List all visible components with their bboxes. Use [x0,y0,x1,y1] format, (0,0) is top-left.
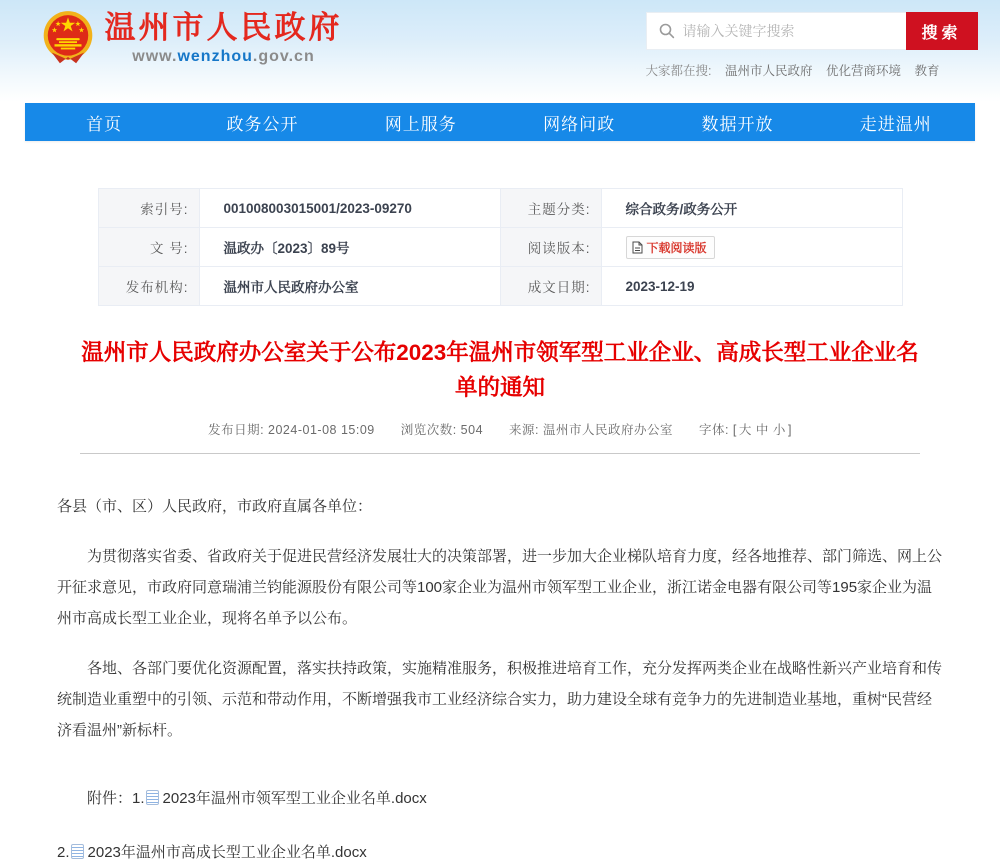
page-title: 温州市人民政府办公室关于公布2023年温州市领军型工业企业、高成长型工业企业名单的通知 [81,340,919,400]
doc-info-table [98,188,903,306]
topic-category-value: 综合政务/政务公开 [601,189,902,228]
attachment-2-link[interactable]: 2023年温州市高成长型工业企业名单.docx [87,844,367,861]
body-paragraph-2: 各地、各部门要优化资源配置，落实扶持政策，实施精准服务，积极推进培育工作，充分发挥两类企业在战略性新兴产业培育和传统制造业重塑中的引领、示范和带动作用，不断增强我市工业经济综合实力，助力建设全球有竞争力的先进制造业基地，重树“民营经济看温州”新标杆。 [57,660,943,739]
body-paragraph-1: 为贯彻落实省委、省政府关于促进民营经济发展壮大的决策部署，进一步加大企业梯队培育力度，经各地推荐、部门筛选、网上公开征求意见，市政府同意瑞浦兰钧能源股份有限公司等100家企业为温州市领军型工业企业，浙江诺金电器有限公司等195家企业为温州市高成长型工业企业，现将名单予以公布。 [57,548,943,627]
hot-search-link-3[interactable]: 教育 [914,64,940,78]
site-url [105,48,343,66]
issue-date-label: 成文日期: [500,267,601,306]
reader-version-label: 阅读版本: [500,228,601,267]
site-title: 温州市人民政府 [104,10,343,45]
reader-doc-icon [632,241,643,254]
doc-number-value: 温政办〔2023〕89号 [199,228,500,267]
url-www: www. [132,48,178,65]
topic-category-label: 主题分类: [500,189,601,228]
doc-number-label: 文 号: [98,228,199,267]
table-row [98,228,902,267]
nav-item-online-politics[interactable]: 网络问政 [543,114,616,134]
nav-item-open-data[interactable]: 数据开放 [701,114,774,134]
word-doc-icon [71,844,84,859]
salutation: 各县（市、区）人民政府，市政府直属各单位： [57,498,373,515]
reader-version-cell [601,228,902,267]
issue-date-value: 2023-12-19 [601,267,902,306]
attachment-line-2 [57,837,943,868]
doc-meta-bar [35,420,965,438]
search-input[interactable] [683,23,906,39]
download-reader-button[interactable] [626,236,715,259]
nav-item-about-wenzhou[interactable]: 走进温州 [859,114,932,134]
doc-body [35,454,965,746]
search-icon [659,23,675,39]
hot-search-bar [646,61,978,79]
issuing-agency-label: 发布机构: [98,267,199,306]
font-size-small-button[interactable]: 小 [772,423,786,437]
national-emblem-icon [41,9,95,69]
search-button[interactable]: 搜索 [906,12,978,50]
font-size-large-button[interactable]: 大 [738,423,752,437]
site-brand[interactable] [23,9,343,79]
hot-search-label: 大家都在搜: [645,64,712,78]
download-reader-label: 下载阅读版 [646,240,707,255]
search-box [646,12,906,50]
word-doc-icon [146,790,159,805]
font-control-bracket: ] [787,423,792,437]
hot-search-link-1[interactable]: 温州市人民政府 [724,64,813,78]
nav-item-gov-affairs[interactable]: 政务公开 [226,114,299,134]
attachment-line-1 [57,783,943,814]
search-zone [646,9,978,79]
attachments-section [35,765,965,868]
font-control-label: 字体: [ [698,423,737,437]
doc-source: 来源: 温州市人民政府办公室 [509,423,673,437]
index-number-label: 索引号: [98,189,199,228]
index-number-value: 001008003015001/2023-09270 [199,189,500,228]
attachments-label: 附件： [87,790,133,807]
url-suffix: .gov.cn [252,48,315,65]
url-domain: wenzhou [177,48,253,65]
attachment-1-number: 1. [132,790,145,807]
font-size-control [699,423,792,437]
attachment-2-number: 2. [57,844,70,861]
document-page [35,188,965,868]
publish-date: 发布日期: 2024-01-08 15:09 [208,423,375,437]
main-navbar [25,103,975,141]
view-count: 浏览次数: 504 [400,423,484,437]
nav-item-online-services[interactable]: 网上服务 [384,114,457,134]
attachment-1-link[interactable]: 2023年温州市领军型工业企业名单.docx [162,790,427,807]
hot-search-link-2[interactable]: 优化营商环境 [825,64,901,78]
table-row [98,267,902,306]
table-row [98,189,902,228]
font-size-medium-button[interactable]: 中 [755,423,769,437]
site-header [0,0,1000,102]
nav-item-home[interactable]: 首页 [86,114,123,134]
issuing-agency-value: 温州市人民政府办公室 [199,267,500,306]
